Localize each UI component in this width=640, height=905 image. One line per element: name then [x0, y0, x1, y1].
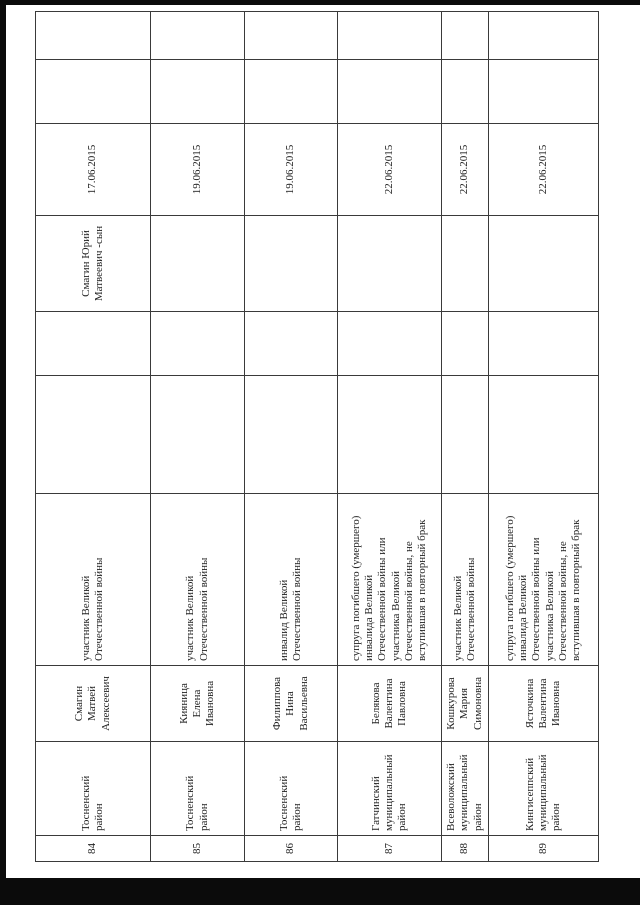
date-cell: 22.06.2015 — [489, 124, 599, 216]
rotated-registry-sheet — [35, 12, 631, 862]
fio-cell: Кошкурова Мария Симоновна — [442, 666, 489, 742]
district-cell: Гатчинский муниципальный район — [338, 742, 442, 836]
fio-cell: Белякова Валентина Павловна — [338, 666, 442, 742]
category-cell: супруга погибшего (умершего) инвалида Великой Отечественной войны или участника Великой Отечественной войны, не вступившая в повторный брак — [489, 494, 599, 666]
date-cell: 17.06.2015 — [36, 124, 151, 216]
table-row — [442, 12, 489, 862]
date-cell: 19.06.2015 — [151, 124, 245, 216]
district-cell: Всеволожский муниципальный район — [442, 742, 489, 836]
empty-cell — [442, 60, 489, 124]
empty-cell — [442, 376, 489, 494]
category-cell: участник Великой Отечественной войны — [36, 494, 151, 666]
empty-cell — [442, 312, 489, 376]
table-row — [338, 12, 442, 862]
veterans-registry-table — [35, 11, 599, 862]
row-number: 84 — [36, 836, 151, 862]
category-cell: супруга погибшего (умершего) инвалида Великой Отечественной войны или участника Великой Отечественной войны, не вступившая в повторный брак — [338, 494, 442, 666]
empty-cell — [338, 312, 442, 376]
category-cell: инвалид Великой Отечественной войны — [245, 494, 338, 666]
empty-cell — [338, 12, 442, 60]
empty-cell — [36, 12, 151, 60]
table-row — [151, 12, 245, 862]
empty-cell — [245, 12, 338, 60]
relative-cell — [442, 216, 489, 312]
empty-cell — [489, 376, 599, 494]
empty-cell — [36, 376, 151, 494]
fio-cell: Ясточкина Валентина Ивановна — [489, 666, 599, 742]
table-row — [36, 12, 151, 862]
empty-cell — [151, 60, 245, 124]
district-cell: Кингисеппский муниципальный район — [489, 742, 599, 836]
district-cell: Тосненский район — [151, 742, 245, 836]
empty-cell — [245, 312, 338, 376]
empty-cell — [245, 60, 338, 124]
table-row — [489, 12, 599, 862]
fio-cell: Кияница Елена Ивановна — [151, 666, 245, 742]
district-cell: Тосненский район — [245, 742, 338, 836]
row-number: 88 — [442, 836, 489, 862]
fio-cell: Филиппова Нина Васильевна — [245, 666, 338, 742]
district-cell: Тосненский район — [36, 742, 151, 836]
relative-cell — [489, 216, 599, 312]
row-number: 89 — [489, 836, 599, 862]
relative-cell: Смагин Юрий Матвеевич -сын — [36, 216, 151, 312]
empty-cell — [36, 60, 151, 124]
relative-cell — [245, 216, 338, 312]
date-cell: 19.06.2015 — [245, 124, 338, 216]
empty-cell — [338, 60, 442, 124]
scan-border-left — [0, 0, 6, 905]
category-cell: участник Великой Отечественной войны — [151, 494, 245, 666]
empty-cell — [489, 60, 599, 124]
fio-cell: Смагин Матвей Алексеевич — [36, 666, 151, 742]
date-cell: 22.06.2015 — [338, 124, 442, 216]
empty-cell — [151, 312, 245, 376]
scan-border-bottom — [0, 878, 640, 905]
category-cell: участник Великой Отечественной войны — [442, 494, 489, 666]
relative-cell — [151, 216, 245, 312]
row-number: 87 — [338, 836, 442, 862]
empty-cell — [442, 12, 489, 60]
empty-cell — [151, 12, 245, 60]
empty-cell — [338, 376, 442, 494]
empty-cell — [36, 312, 151, 376]
relative-cell — [338, 216, 442, 312]
row-number: 86 — [245, 836, 338, 862]
row-number: 85 — [151, 836, 245, 862]
date-cell: 22.06.2015 — [442, 124, 489, 216]
table-row — [245, 12, 338, 862]
empty-cell — [489, 312, 599, 376]
scan-border-top — [0, 0, 640, 5]
empty-cell — [151, 376, 245, 494]
empty-cell — [489, 12, 599, 60]
empty-cell — [245, 376, 338, 494]
